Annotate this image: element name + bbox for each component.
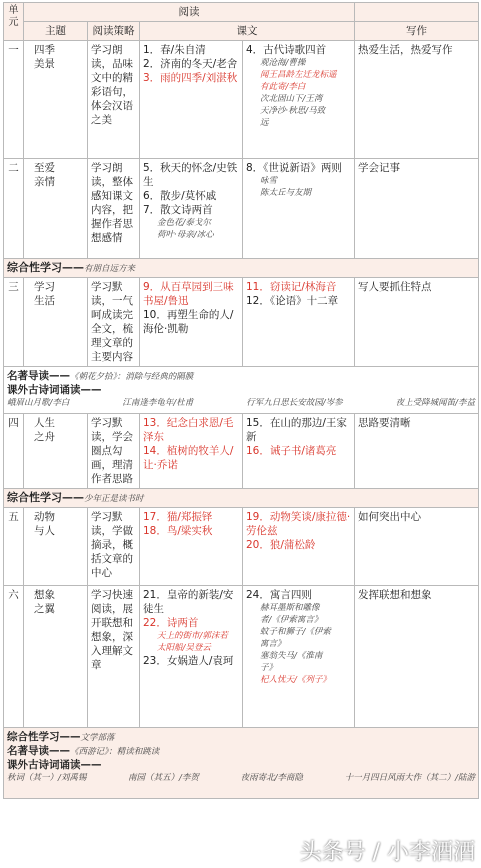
texts-right bbox=[243, 586, 355, 728]
texts-right bbox=[243, 414, 355, 489]
unit-strategy bbox=[88, 159, 140, 259]
unit-writing-text: 热爱生活，热爱写作 bbox=[358, 44, 453, 56]
comprehensive-study-band-2 bbox=[4, 489, 479, 508]
unit-number-text: 四 bbox=[8, 417, 19, 429]
texts-right bbox=[243, 278, 355, 367]
unit-writing-text: 思路要清晰 bbox=[358, 417, 411, 429]
guide-note: 《朝花夕拾》：消除与经典的隔膜 bbox=[70, 372, 194, 382]
right-text-item: 远 bbox=[260, 118, 269, 128]
unit-theme-text: 学习 生活 bbox=[34, 281, 55, 307]
unit-row bbox=[4, 414, 479, 489]
reading-header: 阅读 bbox=[24, 3, 355, 22]
texts-left bbox=[140, 586, 243, 728]
unit-number bbox=[4, 586, 24, 728]
reading-guide-cell bbox=[4, 367, 479, 414]
unit-number-text: 六 bbox=[8, 589, 19, 601]
unit-strategy-text: 学习朗读，品味文中的精彩语句，体会汉语之美 bbox=[91, 44, 133, 126]
poem-label: 课外古诗词诵读—— bbox=[7, 384, 102, 396]
left-text-item: 21．皇帝的新装/安徒生 bbox=[143, 589, 234, 615]
unit-strategy bbox=[88, 508, 140, 586]
unit-theme bbox=[24, 278, 88, 367]
left-text-item: 2．济南的冬天/老舍 bbox=[143, 58, 238, 70]
left-text-item: 7．散文诗两首 bbox=[143, 204, 213, 216]
header-row-2 bbox=[4, 22, 479, 41]
final-guide-label: 名著导读—— bbox=[7, 745, 70, 757]
unit-strategy-text: 学习朗读，整体感知课文内容，把握作者思想感情 bbox=[91, 162, 133, 244]
poem-item: 南园（其五）/李贺 bbox=[128, 773, 199, 783]
texts-header: 课文 bbox=[140, 22, 355, 41]
right-text-item: 塞翁失马/《淮南 bbox=[260, 651, 323, 661]
unit-strategy bbox=[88, 41, 140, 159]
unit-theme-text: 动物 与人 bbox=[34, 511, 55, 537]
unit-row bbox=[4, 41, 479, 159]
poem-item: 江南逢李龟年/杜甫 bbox=[122, 398, 194, 408]
unit-writing bbox=[355, 508, 479, 586]
guide-label: 名著导读—— bbox=[7, 370, 70, 382]
texts-right bbox=[243, 508, 355, 586]
right-text-item: 天净沙·秋思/马致 bbox=[260, 106, 326, 116]
unit-number-text: 三 bbox=[8, 281, 19, 293]
right-text-item: 咏雪 bbox=[260, 176, 278, 186]
unit-row bbox=[4, 508, 479, 586]
band-label: 综合性学习—— bbox=[7, 261, 84, 274]
right-text-item: 寓言》 bbox=[260, 639, 286, 649]
right-text-item: 者/《伊索寓言》 bbox=[260, 615, 323, 625]
left-text-item: 3．雨的四季/刘湛秋 bbox=[143, 72, 238, 84]
right-text-item: 陈太丘与友期 bbox=[260, 188, 312, 198]
right-text-item: 24．寓言四则 bbox=[246, 589, 312, 601]
texts-left bbox=[140, 41, 243, 159]
unit-strategy-text: 学习默读，一气呵成读完全文，梳理文章的主要内容 bbox=[91, 281, 133, 363]
unit-strategy bbox=[88, 586, 140, 728]
right-text-item: 有此寄/李白 bbox=[260, 82, 306, 92]
unit-writing-text: 发挥联想和想象 bbox=[358, 589, 432, 601]
left-text-item: 10．再塑生命的人/海伦·凯勒 bbox=[143, 309, 234, 335]
texts-left bbox=[140, 508, 243, 586]
comprehensive-study-band-1-cell bbox=[4, 259, 479, 278]
unit-row bbox=[4, 159, 479, 259]
final-comp-note: 文学部落 bbox=[80, 733, 115, 743]
unit-number bbox=[4, 414, 24, 489]
left-text-item: 金色花/泰戈尔 bbox=[157, 218, 211, 228]
texts-right bbox=[243, 41, 355, 159]
right-text-item: 20．狼/蒲松龄 bbox=[246, 539, 316, 551]
right-text-item: 杞人忧天/《列子》 bbox=[260, 675, 331, 685]
unit-theme bbox=[24, 159, 88, 259]
unit-theme-text: 四季 美景 bbox=[34, 44, 55, 70]
band-label: 综合性学习—— bbox=[7, 491, 84, 504]
right-text-item: 8．《世说新语》两则 bbox=[246, 162, 342, 174]
unit-writing-text: 如何突出中心 bbox=[358, 511, 421, 523]
syllabus-table bbox=[3, 2, 479, 799]
right-text-item: 观沧海/曹操 bbox=[260, 58, 306, 68]
poem-item: 夜上受降城闻笛/李益 bbox=[395, 398, 475, 408]
right-text-item: 次北固山下/王湾 bbox=[260, 94, 323, 104]
poem-item: 秋词（其一）/刘禹锡 bbox=[7, 773, 87, 783]
left-text-item: 天上的街市/郭沫若 bbox=[157, 631, 228, 641]
final-guide-note: 《西游记》：精读和跳读 bbox=[70, 747, 160, 757]
right-text-item: 赫耳墨斯和雕像 bbox=[260, 603, 320, 613]
right-text-item: 11．窃读记/林海音 bbox=[246, 281, 337, 293]
unit-writing bbox=[355, 41, 479, 159]
unit-writing bbox=[355, 278, 479, 367]
unit-theme-text: 想象 之翼 bbox=[34, 589, 55, 615]
unit-strategy bbox=[88, 414, 140, 489]
left-text-item: 22．诗两首 bbox=[143, 617, 199, 629]
unit-writing-text: 写人要抓住特点 bbox=[358, 281, 432, 293]
left-text-item: 18．鸟/梁实秋 bbox=[143, 525, 213, 537]
final-comp-label: 综合性学习—— bbox=[7, 731, 81, 743]
unit-number bbox=[4, 41, 24, 159]
unit-strategy-text: 学习快速阅读，展开联想和想象，深入理解文章 bbox=[91, 589, 133, 671]
unit-row bbox=[4, 278, 479, 367]
unit-writing bbox=[355, 159, 479, 259]
left-text-item: 14．植树的牧羊人/让·乔诺 bbox=[143, 445, 234, 471]
unit-writing bbox=[355, 586, 479, 728]
unit-number bbox=[4, 159, 24, 259]
theme-header: 主题 bbox=[24, 22, 88, 41]
unit-theme bbox=[24, 41, 88, 159]
right-text-item: 蚊子和狮子/《伊索 bbox=[260, 627, 331, 637]
poem-item: 夜雨寄北/李商隐 bbox=[240, 773, 303, 783]
right-text-item: 子》 bbox=[260, 663, 278, 673]
reading-guide-block bbox=[4, 367, 479, 414]
right-text-item: 12．《论语》十二章 bbox=[246, 295, 339, 307]
band-note: 少年正是读书时 bbox=[84, 494, 144, 504]
right-text-item: 闻王昌龄左迁龙标遥 bbox=[260, 70, 337, 80]
strategy-header: 阅读策略 bbox=[88, 22, 140, 41]
right-text-item: 15．在山的那边/王家新 bbox=[246, 417, 347, 443]
unit-number-text: 一 bbox=[8, 44, 19, 56]
right-text-item: 16．诫子书/诸葛亮 bbox=[246, 445, 337, 457]
unit-number bbox=[4, 508, 24, 586]
left-text-item: 5．秋天的怀念/史铁生 bbox=[143, 162, 238, 188]
watermark: 头条号 / 小李酒酒 bbox=[299, 840, 475, 865]
unit-strategy-text: 学习默读，学做摘录，概括文章的中心 bbox=[91, 511, 133, 579]
final-block bbox=[4, 728, 479, 799]
left-text-item: 23．女娲造人/袁珂 bbox=[143, 655, 234, 667]
comprehensive-study-band-1 bbox=[4, 259, 479, 278]
left-text-item: 太阳船/吴登云 bbox=[157, 643, 211, 653]
final-poem-label: 课外古诗词诵读—— bbox=[7, 759, 102, 771]
left-text-item: 9．从百草园到三味书屋/鲁迅 bbox=[143, 281, 234, 307]
unit-writing-text: 学会记事 bbox=[358, 162, 400, 174]
comprehensive-study-band-2-cell bbox=[4, 489, 479, 508]
texts-left bbox=[140, 159, 243, 259]
unit-theme bbox=[24, 508, 88, 586]
texts-right bbox=[243, 159, 355, 259]
left-text-item: 17．猫/郑振铎 bbox=[143, 511, 213, 523]
unit-strategy bbox=[88, 278, 140, 367]
unit-header: 单 元 bbox=[4, 3, 24, 41]
writing-header: 写作 bbox=[355, 22, 479, 41]
unit-number-text: 二 bbox=[8, 162, 19, 174]
unit-theme-text: 至爱 亲情 bbox=[34, 162, 55, 188]
unit-number bbox=[4, 278, 24, 367]
left-text-item: 1．春/朱自清 bbox=[143, 44, 206, 56]
poem-item: 行军九日思长安故园/岑参 bbox=[246, 398, 343, 408]
unit-theme bbox=[24, 586, 88, 728]
right-text-item: 19．动物笑谈/康拉德·劳伦兹 bbox=[246, 511, 351, 537]
left-text-item: 荷叶·母亲/冰心 bbox=[157, 230, 214, 240]
left-text-item: 6．散步/莫怀戚 bbox=[143, 190, 217, 202]
header-row-1 bbox=[4, 3, 479, 22]
unit-theme bbox=[24, 414, 88, 489]
unit-theme-text: 人生 之舟 bbox=[34, 417, 55, 443]
final-block-cell bbox=[4, 728, 479, 799]
unit-strategy-text: 学习默读，学会圈点勾画，理清作者思路 bbox=[91, 417, 133, 485]
poem-item: 峨眉山月歌/李白 bbox=[7, 398, 70, 408]
texts-left bbox=[140, 278, 243, 367]
unit-writing bbox=[355, 414, 479, 489]
right-text-item: 4．古代诗歌四首 bbox=[246, 44, 327, 56]
texts-left bbox=[140, 414, 243, 489]
band-note: 有朋自远方来 bbox=[84, 264, 136, 274]
left-text-item: 13．纪念白求恩/毛泽东 bbox=[143, 417, 234, 443]
poem-item: 十一月四日风雨大作（其二）/陆游 bbox=[344, 773, 475, 783]
unit-number-text: 五 bbox=[8, 511, 19, 523]
writing-header-top bbox=[355, 3, 479, 22]
unit-row bbox=[4, 586, 479, 728]
